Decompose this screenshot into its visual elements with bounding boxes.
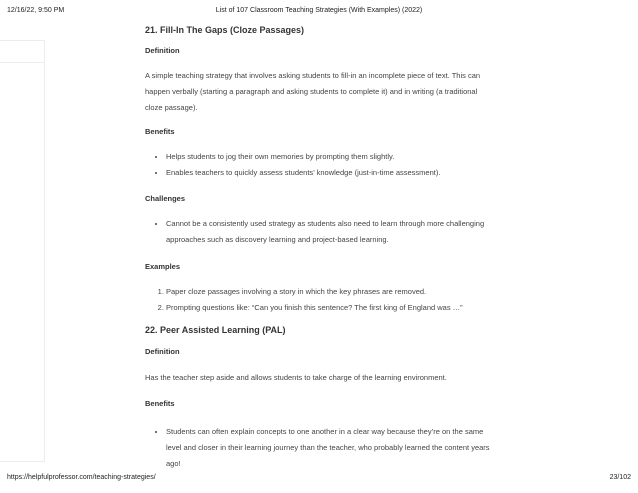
examples-list (145, 284, 496, 316)
challenges-label: Challenges (145, 194, 186, 203)
benefits-label: Benefits (145, 399, 175, 408)
list-item: • Students can often explain concepts to one another in a clear way because they’re on the same level and closer in their learning journey than the teacher, who probably learned the content years ago! (166, 424, 496, 472)
document-title: List of 107 Classroom Teaching Strategies (With Examples) (2022) (215, 7, 423, 14)
benefits-list (145, 424, 496, 472)
definition-label: Definition (145, 46, 180, 55)
section-heading-22: 22. Peer Assisted Learning (PAL) (145, 325, 286, 335)
page-url: https://helpfulprofessor.com/teaching-strategies/ (7, 474, 156, 481)
benefits-label: Benefits (145, 127, 175, 136)
page-number: 23/102 (609, 474, 631, 481)
sidebar-frame (0, 40, 45, 462)
print-datetime: 12/16/22, 9:50 PM (7, 7, 65, 14)
definition-text: A simple teaching strategy that involves asking students to fill-in an incomplete piece of text. This can happen verbally (starting a paragraph and asking students to complete it) and in writing (a traditional cloze passage). (145, 71, 481, 112)
section-heading-21: 21. Fill-In The Gaps (Cloze Passages) (145, 25, 305, 35)
list-item: 2. Prompting questions like: “Can you finish this sentence? The first king of England was …” (166, 300, 496, 316)
challenges-list (145, 216, 496, 248)
benefits-list (145, 149, 496, 181)
list-item: • Enables teachers to quickly assess students’ knowledge (just-in-time assessment). (166, 165, 496, 181)
list-item: 1. Paper cloze passages involving a story in which the key phrases are removed. (166, 284, 496, 300)
definition-text: Has the teacher step aside and allows students to take charge of the learning environment. (145, 373, 447, 382)
examples-label: Examples (145, 262, 181, 271)
definition-label: Definition (145, 347, 180, 356)
list-item: • Helps students to jog their own memories by prompting them slightly. (166, 149, 496, 165)
sidebar-notch (0, 40, 44, 63)
list-item: • Cannot be a consistently used strategy as students also need to learn through more challenging approaches such as discovery learning and project-based learning. (166, 216, 496, 248)
